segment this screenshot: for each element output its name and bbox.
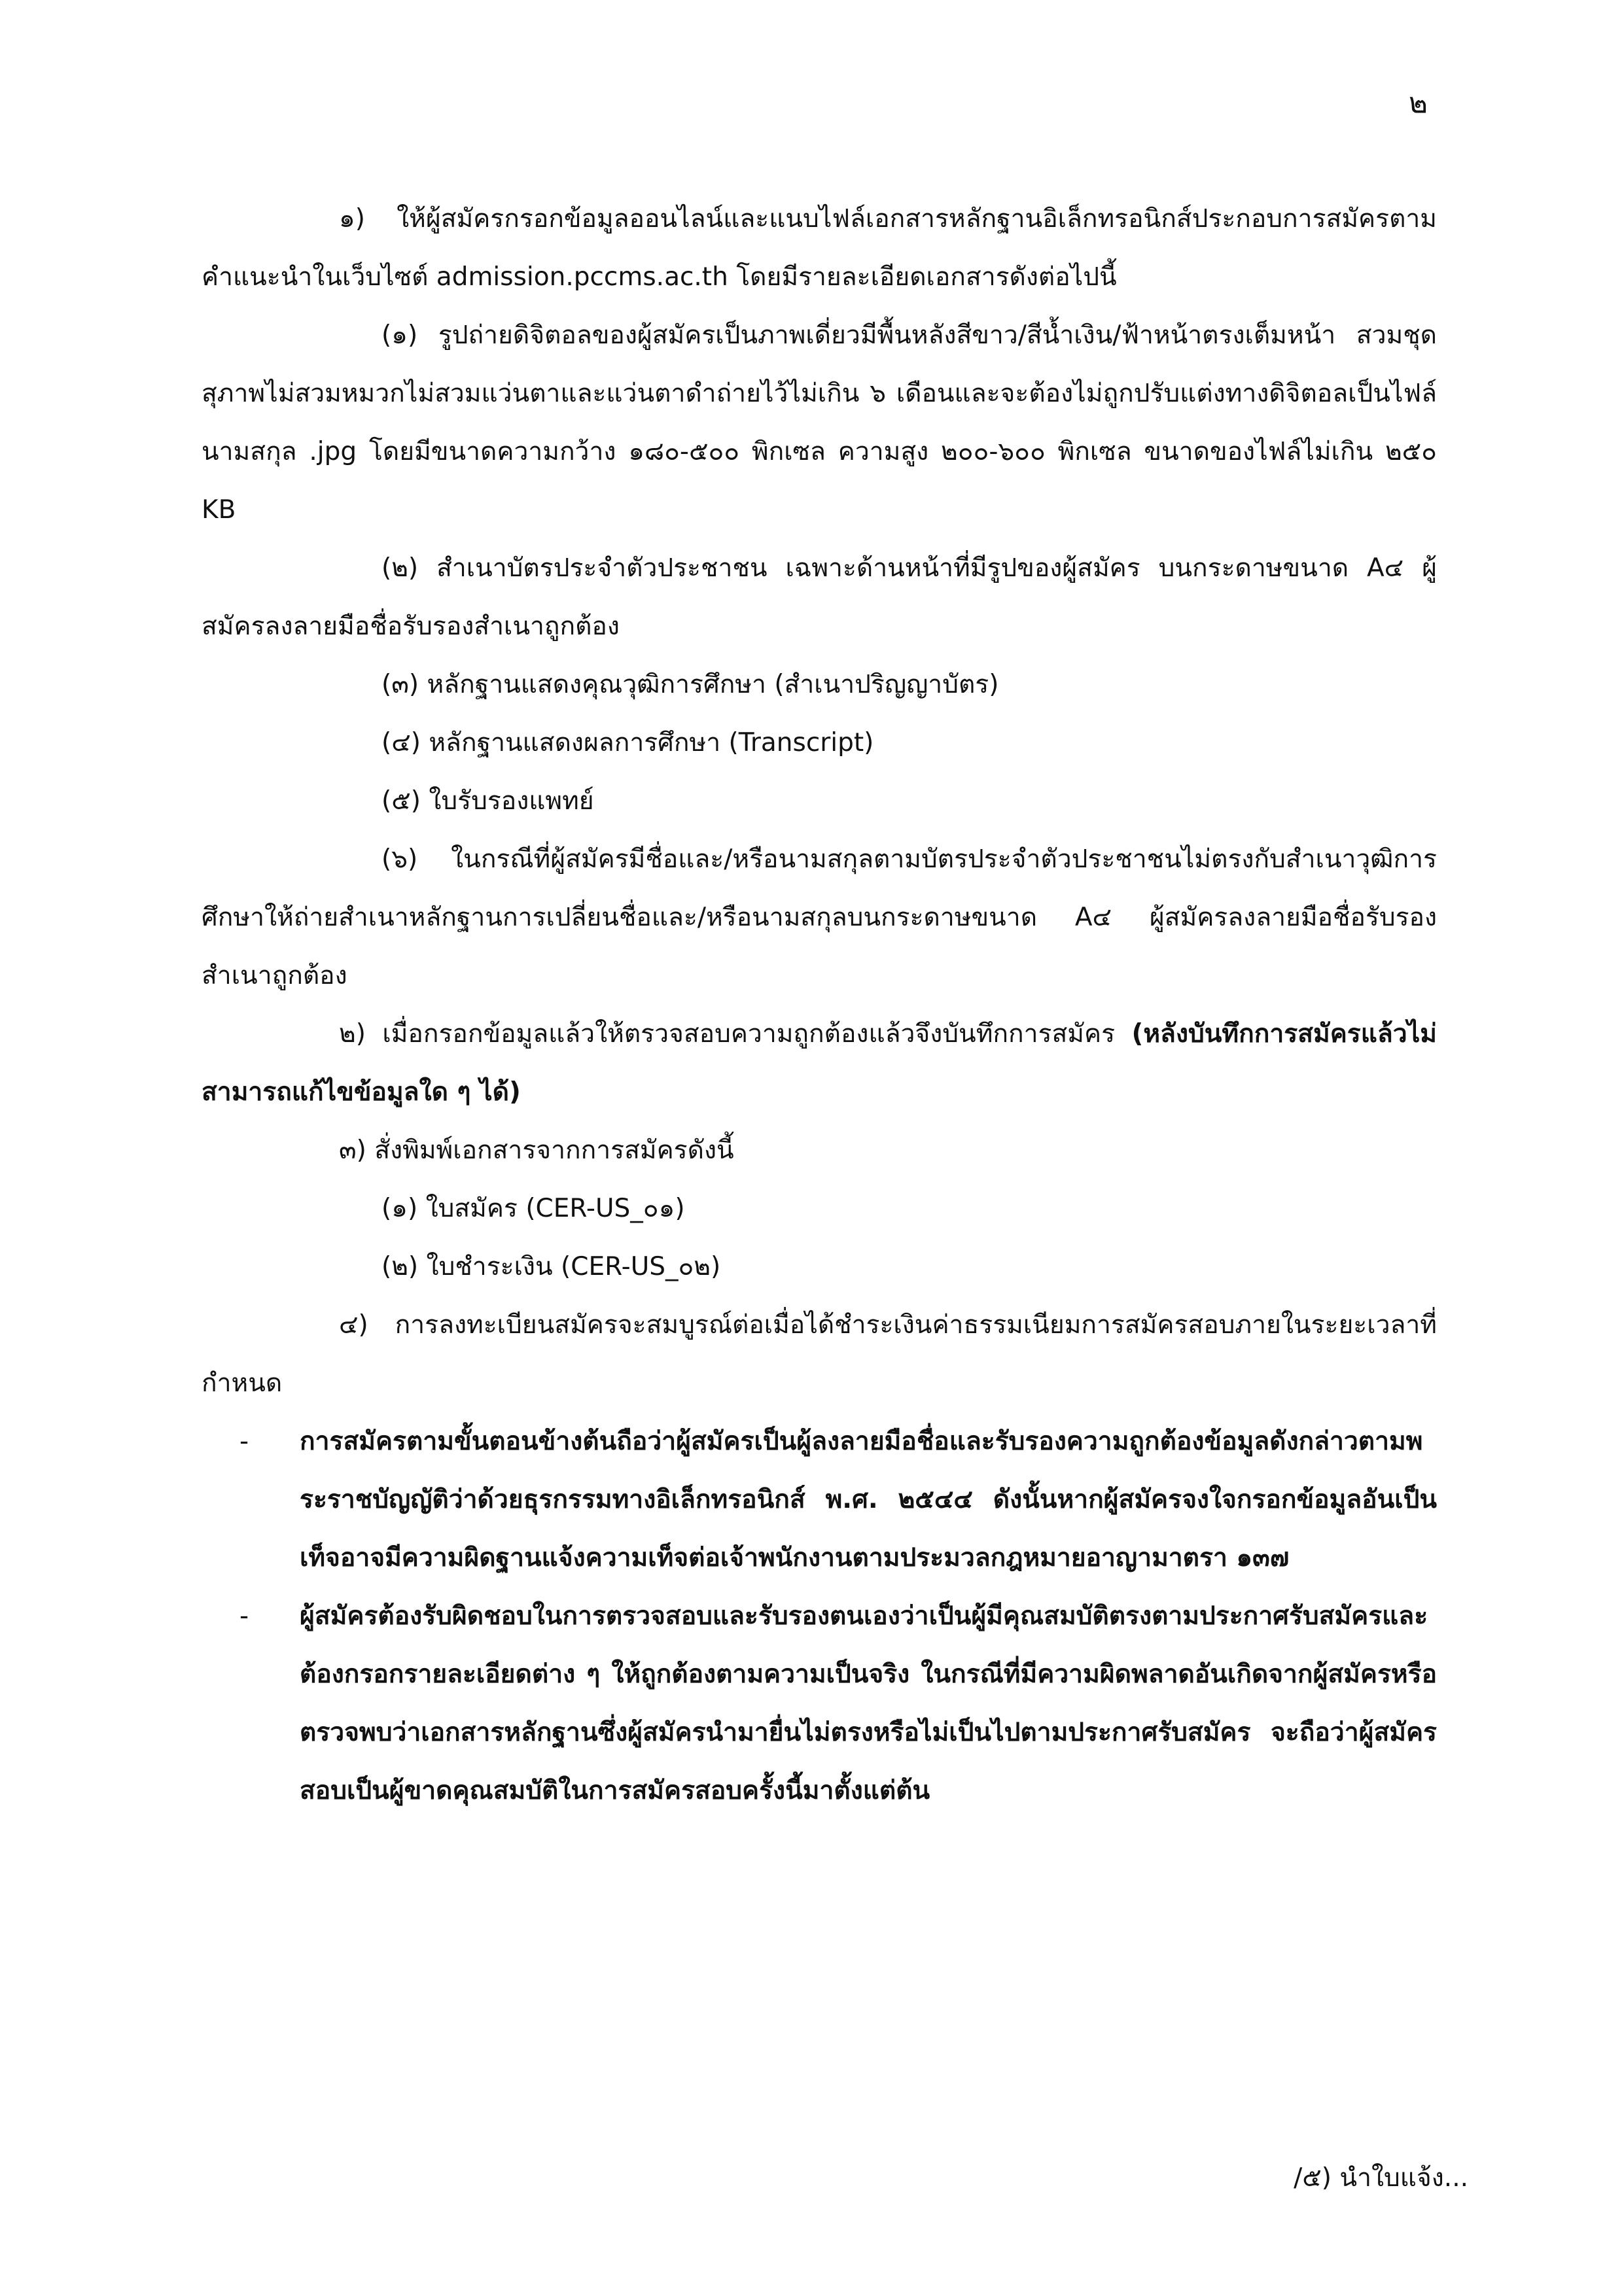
item-1-sub-4-transcript: (๔) หลักฐานแสดงผลการศึกษา (Transcript): [381, 728, 874, 757]
item-3-sub-1-application: (๑) ใบสมัคร (CER-US_๐๑): [381, 1194, 685, 1223]
item-2-text: ๒) เมื่อกรอกข้อมูลแล้วให้ตรวจสอบความถูกต้องแล้วจึงบันทึกการสมัคร: [339, 1019, 1132, 1049]
item-1-sub-5-medical: (๕) ใบรับรองแพทย์: [381, 786, 594, 816]
item-1-paragraph: ๑) ให้ผู้สมัครกรอกข้อมูลออนไลน์และแนบไฟล์เอกสารหลักฐานอิเล็กทรอนิกส์ประกอบการสมัครตามคำแนะนำในเว็บไซต์ admission.pccms.ac.th โดยมีรายละเอียดเอกสารดังต่อไปนี้: [202, 204, 1437, 292]
item-2-paragraph: [202, 1005, 1437, 1121]
page-number: ๒: [1408, 86, 1428, 120]
item-1-sub-6-name-change: (๖) ในกรณีที่ผู้สมัครมีชื่อและ/หรือนามสกุลตามบัตรประจำตัวประชาชนไม่ตรงกับสำเนาวุฒิการศึกษาให้ถ่ายสำเนาหลักฐานการเปลี่ยนชื่อและ/หรือนามสกุลบนกระดาษขนาด A๔ ผู้สมัครลงลายมือชื่อรับรองสำเนาถูกต้อง: [202, 844, 1437, 990]
item-1-sub-2-id-card: (๒) สำเนาบัตรประจำตัวประชาชน เฉพาะด้านหน้าที่มีรูปของผู้สมัคร บนกระดาษขนาด A๔ ผู้สมัครลงลายมือชื่อรับรองสำเนาถูกต้อง: [202, 553, 1437, 641]
item-3-sub-2-payment: (๒) ใบชำระเงิน (CER-US_๐๒): [381, 1252, 721, 1281]
item-3-paragraph: ๓) สั่งพิมพ์เอกสารจากการสมัครดังนี้: [339, 1136, 734, 1165]
bullet-item: [202, 1412, 1437, 1587]
bullet-item: [202, 1587, 1437, 1820]
item-1-sub-1-photo: (๑) รูปถ่ายดิจิตอลของผู้สมัครเป็นภาพเดี่ยวมีพื้นหลังสีขาว/สีน้ำเงิน/ฟ้าหน้าตรงเต็มหน้า สวมชุดสุภาพไม่สวมหมวกไม่สวมแว่นตาและแว่นตาดำถ่ายไว้ไม่เกิน ๖ เดือนและจะต้องไม่ถูกปรับแต่งทางดิจิตอลเป็นไฟล์นามสกุล .jpg โดยมีขนาดความกว้าง ๑๘๐-๕๐๐ พิกเซล ความสูง ๒๐๐-๖๐๐ พิกเซล ขนาดของไฟล์ไม่เกิน ๒๕๐ KB: [202, 321, 1437, 525]
item-1-sub-3-degree: (๓) หลักฐานแสดงคุณวุฒิการศึกษา (สำเนาปริญญาบัตร): [381, 670, 999, 699]
continuation-note: /๕) นำใบแจ้ง...: [1294, 2163, 1468, 2193]
bullet-dash: -: [239, 1601, 249, 1631]
bullet-text: การสมัครตามขั้นตอนข้างต้นถือว่าผู้สมัครเป็นผู้ลงลายมือชื่อและรับรองความถูกต้องข้อมูลดังกล่าวตามพระราชบัญญัติว่าด้วยธุรกรรมทางอิเล็กทรอนิกส์ พ.ศ. ๒๕๔๔ ดังนั้นหากผู้สมัครจงใจกรอกข้อมูลอันเป็นเท็จอาจมีความผิดฐานแจ้งความเท็จต่อเจ้าพนักงานตามประมวลกฎหมายอาญามาตรา ๑๓๗: [300, 1427, 1437, 1573]
bullet-dash: -: [239, 1427, 249, 1456]
item-4-paragraph: ๔) การลงทะเบียนสมัครจะสมบูรณ์ต่อเมื่อได้ชำระเงินค่าธรรมเนียมการสมัครสอบภายในระยะเวลาที่กำหนด: [202, 1310, 1437, 1398]
bullet-text: ผู้สมัครต้องรับผิดชอบในการตรวจสอบและรับรองตนเองว่าเป็นผู้มีคุณสมบัติตรงตามประกาศรับสมัครและต้องกรอกรายละเอียดต่าง ๆ ให้ถูกต้องตามความเป็นจริง ในกรณีที่มีความผิดพลาดอันเกิดจากผู้สมัครหรือตรวจพบว่าเอกสารหลักฐานซึ่งผู้สมัครนำมายื่นไม่ตรงหรือไม่เป็นไปตามประกาศรับสมัคร จะถือว่าผู้สมัครสอบเป็นผู้ขาดคุณสมบัติในการสมัครสอบครั้งนี้มาตั้งแต่ต้น: [300, 1601, 1437, 1805]
item-2-warning: (หลังบันทึกการสมัครแล้วไม่สามารถแก้ไขข้อมูลใด ๆ ได้): [202, 1019, 1437, 1107]
document-body: [202, 190, 1437, 1820]
